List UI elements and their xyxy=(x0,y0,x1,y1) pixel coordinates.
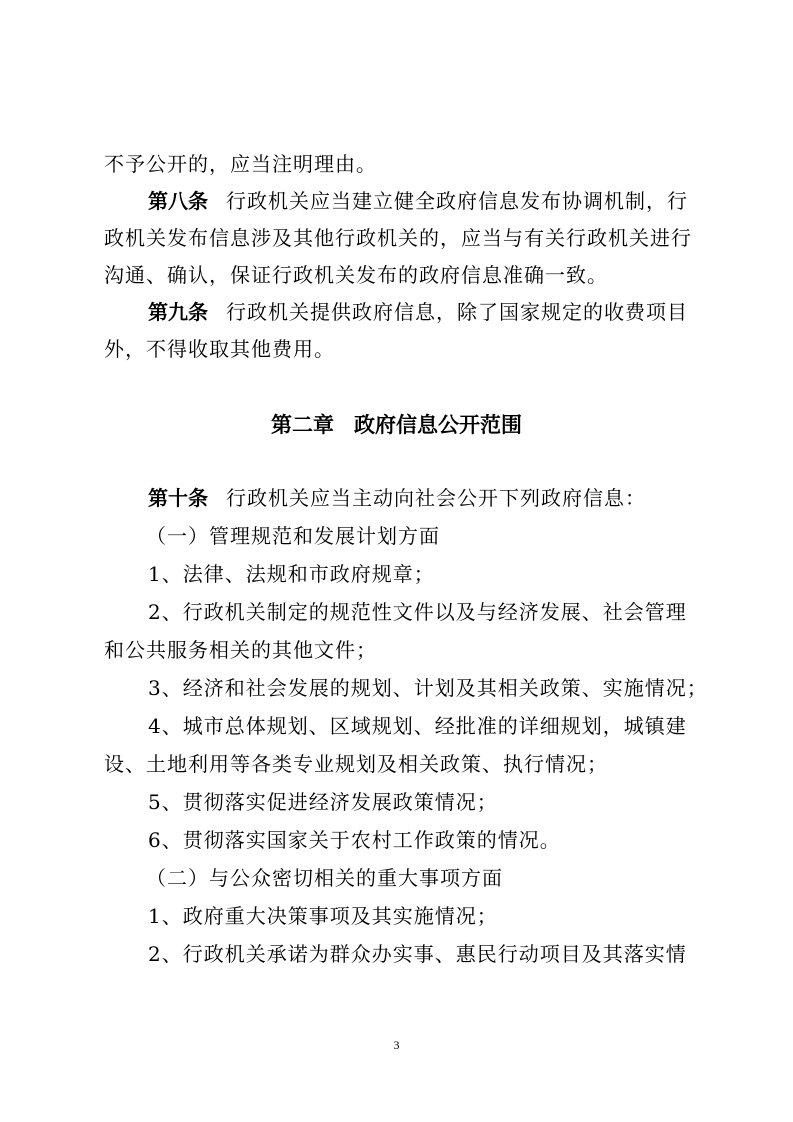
list-item-continuation: 设、土地利用等各类专业规划及相关政策、执行情况； xyxy=(104,752,608,776)
article-10-text: 行政机关应当主动向社会公开下列政府信息： xyxy=(226,486,646,510)
chapter-number: 第二章 xyxy=(271,413,334,437)
section-1-heading: （一）管理规范和发展计划方面 xyxy=(146,524,440,548)
article-8-line-3: 沟通、确认，保证行政机关发布的政府信息准确一致。 xyxy=(104,263,608,287)
list-item: 2、行政机关制定的规范性文件以及与经济发展、社会管理 xyxy=(148,600,687,624)
article-9-line-1 xyxy=(148,298,696,326)
article-8-label: 第八条 xyxy=(148,189,208,213)
article-9-label: 第九条 xyxy=(148,300,208,324)
list-item: 6、贯彻落实国家关于农村工作政策的情况。 xyxy=(148,828,561,852)
page-number: 3 xyxy=(393,1038,400,1052)
article-8-line-2: 政机关发布信息涉及其他行政机关的，应当与有关行政机关进行 xyxy=(104,226,692,250)
chapter-title: 政府信息公开范围 xyxy=(354,413,522,437)
article-10-line-1 xyxy=(148,484,696,512)
article-9-text: 行政机关提供政府信息，除了国家规定的收费项目 xyxy=(226,300,688,324)
section-2-heading: （二）与公众密切相关的重大事项方面 xyxy=(146,866,503,890)
list-item-continuation: 和公共服务相关的其他文件； xyxy=(104,638,377,662)
list-item: 4、城市总体规划、区域规划、经批准的详细规划，城镇建 xyxy=(148,714,687,738)
article-8-text: 行政机关应当建立健全政府信息发布协调机制，行 xyxy=(226,189,688,213)
article-8-line-1 xyxy=(148,187,696,215)
list-item: 1、法律、法规和市政府规章； xyxy=(148,562,435,586)
article-9-line-2: 外，不得收取其他费用。 xyxy=(104,337,335,361)
paragraph-line: 不予公开的，应当注明理由。 xyxy=(104,152,377,176)
article-10-label: 第十条 xyxy=(148,486,208,510)
list-item: 1、政府重大决策事项及其实施情况； xyxy=(148,904,498,928)
list-item: 5、贯彻落实促进经济发展政策情况； xyxy=(148,790,498,814)
list-item: 3、经济和社会发展的规划、计划及其相关政策、实施情况； xyxy=(148,676,708,700)
list-item: 2、行政机关承诺为群众办实事、惠民行动项目及其落实情 xyxy=(148,942,687,966)
chapter-heading xyxy=(0,410,793,440)
